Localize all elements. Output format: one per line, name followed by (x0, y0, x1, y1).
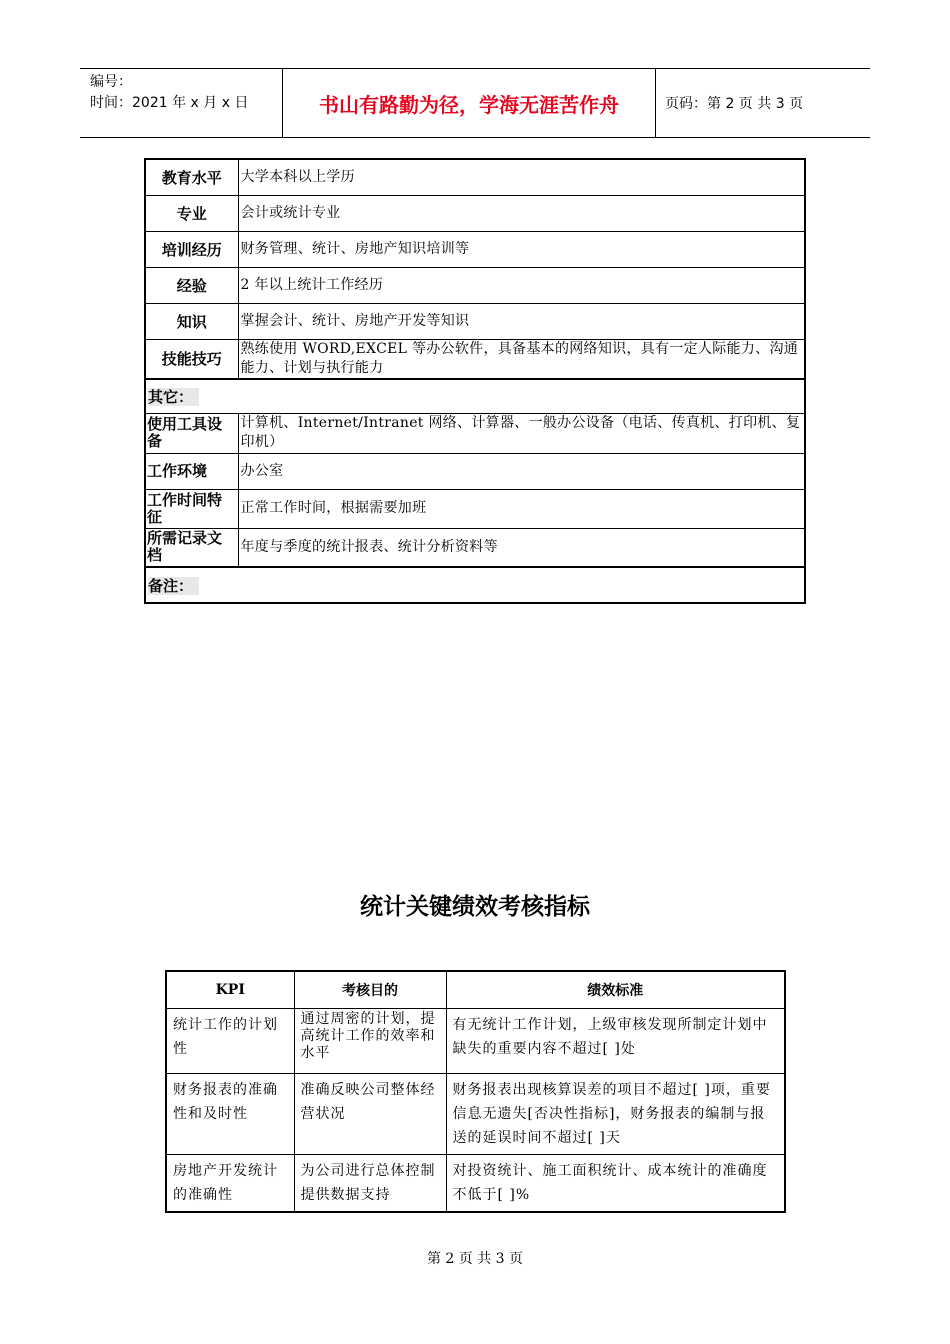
row-value: 熟练使用 WORD,EXCEL 等办公软件，具备基本的网络知识，具有一定人际能力、沟通能力、计划与执行能力 (238, 339, 805, 379)
table-row (166, 1074, 785, 1155)
row-label: 培训经历 (145, 231, 238, 267)
remarks-row (145, 567, 805, 603)
purpose-col-header: 考核目的 (294, 971, 446, 1009)
standard-col-header: 绩效标准 (446, 971, 785, 1009)
table-row (145, 267, 805, 303)
doc-date: 时间：2021 年 x 月 x 日 (90, 95, 249, 111)
page-header (80, 68, 870, 138)
page-footer: 第 2 页 共 3 页 (426, 1251, 524, 1267)
kpi-col-header: KPI (166, 971, 294, 1009)
row-label: 知识 (145, 303, 238, 339)
row-label: 工作时间特征 (145, 489, 238, 528)
header-left (90, 72, 248, 114)
table-row (145, 413, 805, 453)
table-row (145, 489, 805, 528)
kpi-header-row (166, 971, 785, 1009)
kpi-table (165, 970, 786, 1213)
kpi-cell: 房地产开发统计的准确性 (166, 1155, 294, 1213)
row-label: 所需记录文档 (145, 528, 238, 567)
other-section-label: 其它： (145, 379, 805, 413)
row-value: 2 年以上统计工作经历 (238, 267, 805, 303)
row-value: 计算机、Internet/Intranet 网络、计算器、一般办公设备（电话、传真机、打印机、复印机） (238, 413, 805, 453)
table-row (145, 528, 805, 567)
row-label: 经验 (145, 267, 238, 303)
row-value: 办公室 (238, 453, 805, 489)
row-label: 使用工具设备 (145, 413, 238, 453)
row-value: 财务管理、统计、房地产知识培训等 (238, 231, 805, 267)
doc-number-label: 编号： (90, 74, 132, 90)
table-row (145, 453, 805, 489)
job-requirements-table (144, 158, 806, 604)
kpi-section-title: 统计关键绩效考核指标 (360, 894, 590, 920)
row-label: 工作环境 (145, 453, 238, 489)
table-row (145, 195, 805, 231)
standard-cell: 有无统计工作计划，上级审核发现所制定计划中缺失的重要内容不超过[ ]处 (446, 1009, 785, 1074)
table-row (145, 231, 805, 267)
row-label: 专业 (145, 195, 238, 231)
row-value: 年度与季度的统计报表、统计分析资料等 (238, 528, 805, 567)
row-value: 大学本科以上学历 (238, 159, 805, 195)
purpose-cell: 通过周密的计划，提高统计工作的效率和水平 (294, 1009, 446, 1074)
row-label: 教育水平 (145, 159, 238, 195)
header-motto: 书山有路勤为径，学海无涯苦作舟 (282, 69, 656, 137)
other-section-row (145, 379, 805, 413)
row-value: 正常工作时间，根据需要加班 (238, 489, 805, 528)
table-row (145, 303, 805, 339)
remarks-label: 备注： (145, 567, 805, 603)
standard-cell: 财务报表出现核算误差的项目不超过[ ]项，重要信息无遗失[否决性指标]，财务报表的编制与报送的延误时间不超过[ ]天 (446, 1074, 785, 1155)
header-page-info: 页码：第 2 页 共 3 页 (665, 96, 804, 112)
table-row (145, 159, 805, 195)
kpi-cell: 财务报表的准确性和及时性 (166, 1074, 294, 1155)
standard-cell: 对投资统计、施工面积统计、成本统计的准确度不低于[ ]% (446, 1155, 785, 1213)
kpi-cell: 统计工作的计划性 (166, 1009, 294, 1074)
table-row (166, 1009, 785, 1074)
row-value: 会计或统计专业 (238, 195, 805, 231)
table-row (166, 1155, 785, 1213)
purpose-cell: 准确反映公司整体经营状况 (294, 1074, 446, 1155)
table-row (145, 339, 805, 379)
purpose-cell: 为公司进行总体控制提供数据支持 (294, 1155, 446, 1213)
row-label: 技能技巧 (145, 339, 238, 379)
row-value: 掌握会计、统计、房地产开发等知识 (238, 303, 805, 339)
